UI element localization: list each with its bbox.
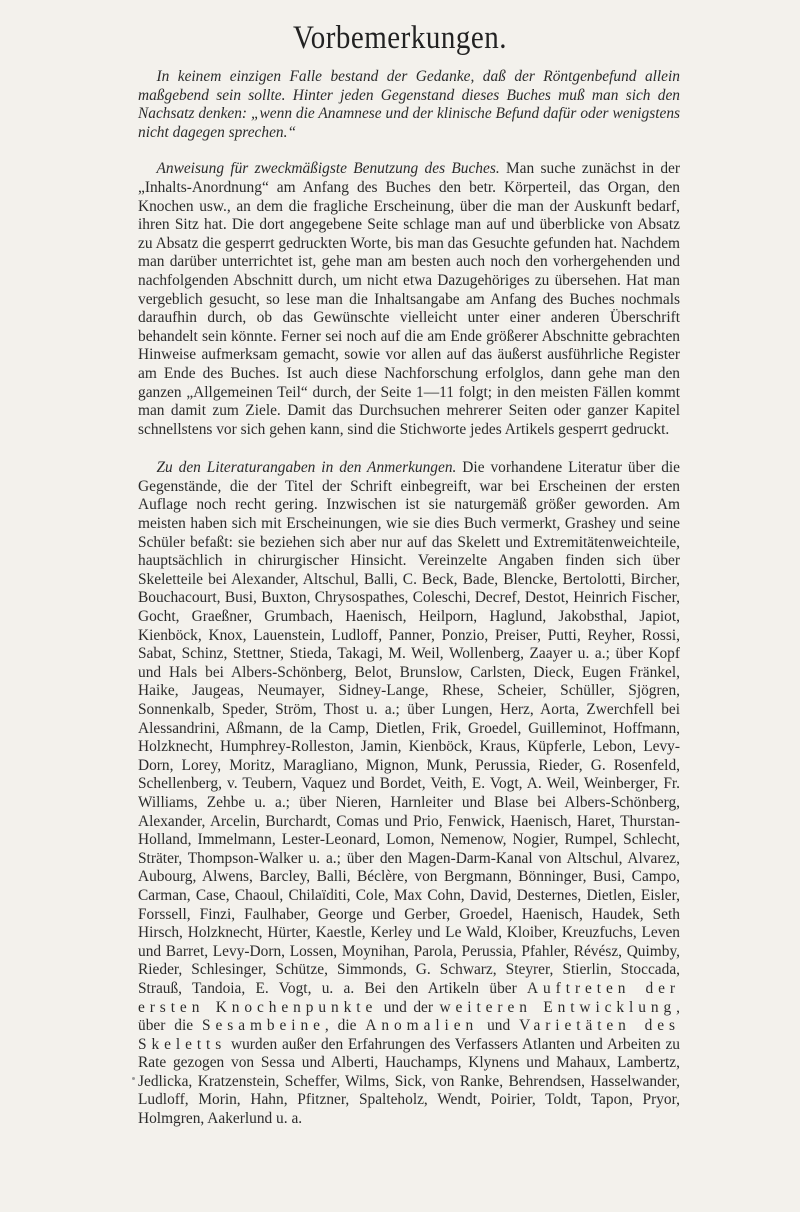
usage-heading: Anweisung für zweckmäßigste Benutzung des Buches.	[156, 160, 500, 178]
spaced-term: Anomalien	[365, 1017, 479, 1035]
spaced-term: weiteren Entwicklung	[439, 998, 677, 1016]
literature-heading: Zu den Literaturangaben in den Anmerkungen.	[156, 459, 457, 477]
literature-text: und	[478, 1017, 520, 1035]
spaced-term: Varietäten des Skeletts	[138, 1017, 680, 1053]
literature-paragraph	[138, 459, 680, 1128]
usage-paragraph	[138, 160, 680, 439]
spaced-term: Sesambeine	[202, 1017, 325, 1035]
print-speck	[132, 1077, 135, 1080]
literature-text: und der	[377, 998, 440, 1016]
page-title: Vorbemerkungen.	[293, 20, 507, 56]
literature-text: Die vorhandene Literatur über die Gegenstände, die der Titel der Schrift einbegreift, war bei Erscheinen der ersten Auflage noch recht gering. Inzwischen ist sie naturgemäß größer geworden. Am meisten haben sich mit Erscheinungen, wie sie dies Buch vermerkt, Grashey und seine Schüler befaßt: sie beziehen sich aber nur auf das Skelett und Extremitätenweichteile, hauptsächlich in chirurgischer Hinsicht. Vereinzelte Angaben finden sich über Skeletteile bei Alexander, Altschul, Balli, C. Beck, Bade, Blencke, Bertolotti, Bircher, Bouchacourt, Busi, Buxton, Chrysospathes, Coleschi, Decref, Destot, Heinrich Fischer, Gocht, Graeßner, Grumbach, Haenisch, Heilporn, Haglund, Jakobsthal, Japiot, Kienböck, Knox, Lauenstein, Ludloff, Panner, Ponzio, Preiser, Putti, Reyher, Rossi, Sabat, Schinz, Stettner, Stieda, Takagi, M. Weil, Wollenberg, Zaayer u. a.; über Kopf und Hals bei Albers-Schönberg, Belot, Brunslow, Carlsten, Dieck, Eugen Fränkel, Haike, Jaugeas, Neumayer, Sidney-Lange, Rhese, Scheier, Schüller, Sjögren, Sonnenkalb, Speder, Ström, Thost u. a.; über Lungen, Herz, Aorta, Zwerchfell bei Alessandrini, Aßmann, de la Camp, Dietlen, Frik, Groedel, Guilleminot, Hoffmann, Holzknecht, Humphrey-Rolleston, Jamin, Kienböck, Kraus, Küpferle, Lebon, Levy-Dorn, Lorey, Moritz, Maragliano, Mignon, Munk, Perussia, Rieder, G. Rosenfeld, Schellenberg, v. Teubern, Vaquez und Bordet, Veith, E. Vogt, A. Weil, Weinberger, Fr. Williams, Zehbe u. a.; über Nieren, Harnleiter und Blase bei Albers-Schönberg, Alexander, Arcelin, Burchardt, Comas und Prio, Fenwick, Haenisch, Haret, Thurstan-Holland, Immelmann, Lester-Leonard, Lomon, Nemenow, Nogier, Rumpel, Schlecht, Sträter, Thompson-Walker u. a.; über den Magen-Darm-Kanal von Altschul, Alvarez, Aubourg, Alwens, Barcley, Balli, Béclère, von Bergmann, Bönninger, Busi, Campo, Carman, Case, Chaoul, Chilaïditi, Cole, Max Cohn, David, Desternes, Dietlen, Eisler, Forssell, Finzi, Faulhaber, George und Gerber, Groedel, Haenisch, Haudek, Seth Hirsch, Holzknecht, Hürter, Kaestle, Kerley und Le Wald, Kloiber, Kreuzfuchs, Leven und Barret, Levy-Dorn, Lossen, Moynihan, Parola, Perussia, Pfahler, Révész, Quimby, Rieder, Schlesinger, Schütze, Simmonds, G. Schwarz, Steyrer, Stierlin, Stoccada, Strauß, Tandoia, E. Vogt, u. a. Bei den Artikeln über	[138, 459, 680, 997]
intro-paragraph: In keinem einzigen Falle bestand der Gedanke, daß der Röntgenbefund allein maßgebend sein sollte. Hinter jeden Gegenstand dieses Buches muß man sich den Nachsatz denken: „wenn die Anamnese und der klinische Befund dafür oder wenigstens nicht dagegen sprechen.“	[138, 68, 680, 141]
body-text	[138, 68, 680, 1129]
literature-text: wurden außer den Erfahrungen des Verfassers Atlanten und Arbeiten zu Rate gezogen von Sessa und Alberti, Hauchamps, Klynens und Mahaux, Lambertz, Jedlicka, Kratzenstein, Scheffer, Wilms, Sick, von Ranke, Behrendsen, Hasselwander, Ludloff, Morin, Hahn, Pfitzner, Spalteholz, Wendt, Poirier, Toldt, Tapon, Pryor, Holmgren, Aakerlund u. a.	[138, 1035, 680, 1128]
literature-text: , über die	[138, 998, 680, 1035]
literature-text: , die	[324, 1017, 366, 1035]
spaced-term: Auftreten der ersten Knochenpunkte	[138, 979, 680, 1016]
usage-text: Man suche zunächst in der „Inhalts-Anordnung“ am Anfang des Buches den betr. Körperteil, das Organ, den Knochen usw., an dem die fragliche Erscheinung, über die man der Auskunft bedarf, ihren Sitz hat. Die dort angegebene Seite schlage man auf und überblicke von Absatz zu Absatz die gesperrt gedruckten Worte, bis man das Gesuchte gefunden hat. Nachdem man darüber unterrichtet ist, gehe man am besten auch noch den vorhergehenden und nachfolgenden Abschnitt durch, um nicht etwa Dazugehöriges zu übersehen. Hat man vergeblich gesucht, so lese man die Inhaltsangabe am Anfang des Buches nochmals daraufhin durch, ob das Gewünschte vielleicht unter einer anderen Überschrift behandelt sein könnte. Ferner sei noch auf die am Ende größerer Abschnitte gebrachten Hinweise aufmerksam gemacht, sowie vor allen auf das äußerst ausführliche Register am Ende des Buches. Ist auch diese Nachforschung erfolglos, dann gehe man den ganzen „Allgemeinen Teil“ durch, der Seite 1—11 folgt; in den meisten Fällen kommt man damit zum Ziele. Damit das Durchsuchen mehrerer Seiten oder ganzer Kapitel schnellstens vor sich gehen kann, sind die Stichworte jedes Artikels gesperrt gedruckt.	[138, 160, 680, 438]
